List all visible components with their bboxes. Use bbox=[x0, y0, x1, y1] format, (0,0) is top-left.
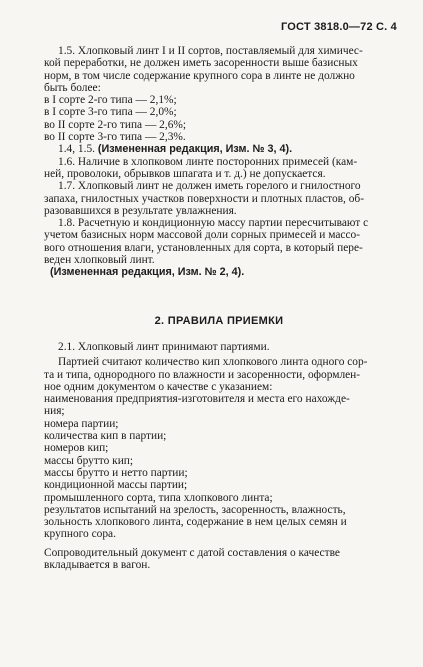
requisite-item: зольность хлопкового линта, содержание в нем целых семян и bbox=[44, 516, 347, 529]
text-line: кой переработки, не должен иметь засоренности выше базисных bbox=[44, 57, 358, 70]
text-line: 1.8. Расчетную и кондиционную массу партии пересчитывают с bbox=[58, 217, 369, 230]
requisite-item: ния; bbox=[44, 405, 65, 418]
accompanying-document-note bbox=[44, 547, 394, 572]
requisite-item: наименования предприятия-изготовителя и места его нахожде- bbox=[44, 393, 350, 406]
clause-1-7 bbox=[44, 180, 394, 217]
section-title: 2. ПРАВИЛА ПРИЕМКИ bbox=[154, 314, 284, 327]
requisite-item: количества кип в партии; bbox=[44, 430, 167, 443]
requisite-item: массы брутто и нетто партии; bbox=[44, 466, 188, 479]
text-line: вого отношения влаги, установленных для сорта, в который пере- bbox=[44, 241, 363, 254]
requisite-item: номера партии; bbox=[44, 417, 119, 430]
grade-item: во II сорте 2-го типа — 2,6%; bbox=[44, 118, 187, 131]
grade-item: в I сорте 2-го типа — 2,1%; bbox=[44, 94, 177, 107]
page-header: ГОСТ 3818.0—72 С. 4 bbox=[280, 21, 397, 33]
document-body bbox=[44, 45, 394, 571]
text-line: та и типа, однородного по влажности и засоренности, оформлен- bbox=[44, 368, 361, 381]
revision-text: (Измененная редакция, Изм. № 3, 4). bbox=[97, 143, 293, 156]
requisite-item: кондиционной массы партии; bbox=[44, 479, 188, 492]
text-line: ное одним документом о качестве с указанием: bbox=[44, 380, 273, 393]
text-line: Партией считают количество кип хлопкового линта одного сор- bbox=[58, 356, 368, 369]
text-line: запаха, гнилостных участков поверхности и плотных пластов, об- bbox=[44, 192, 365, 205]
revision-note bbox=[44, 143, 394, 155]
requisite-item: результатов испытаний на зрелость, засоренность, влажность, bbox=[44, 503, 346, 516]
text-line: быть более: bbox=[44, 81, 101, 94]
text-line: Сопроводительный документ с датой составления о качестве bbox=[44, 546, 340, 559]
text-line: 1.7. Хлопковый линт не должен иметь горелого и гнилостного bbox=[58, 180, 361, 193]
clause-1-8 bbox=[44, 217, 394, 266]
text-line: разовавшихся в результате увлажнения. bbox=[44, 204, 237, 217]
requisite-item: номеров кип; bbox=[44, 442, 109, 455]
clause-1-6 bbox=[44, 156, 394, 181]
revision-note-2: (Измененная редакция, Изм. № 2, 4). bbox=[50, 266, 245, 279]
text-line: учетом базисных норм массовой доли сорных примесей и массо- bbox=[44, 229, 361, 242]
text-line: 1.6. Наличие в хлопковом линте посторонних примесей (кам- bbox=[58, 155, 358, 168]
text-line: 1.5. Хлопковый линт I и II сортов, поставляемый для химичес- bbox=[58, 45, 363, 57]
requisite-item: крупного сора. bbox=[44, 528, 116, 541]
grade-item: во II сорте 3-го типа — 2,3%. bbox=[44, 131, 186, 144]
clause-1-5 bbox=[44, 45, 394, 94]
requisites-list bbox=[44, 393, 394, 541]
text-line: веден хлопковый линт. bbox=[44, 254, 155, 267]
clause-2-1: 2.1. Хлопковый линт принимают партиями. bbox=[58, 340, 270, 353]
requisite-item: промышленного сорта, типа хлопкового линта; bbox=[44, 491, 273, 504]
grade-list bbox=[44, 94, 394, 143]
grade-item: в I сорте 3-го типа — 2,0%; bbox=[44, 106, 177, 119]
party-definition bbox=[44, 356, 394, 393]
revision-clauses: 1.4, 1.5. bbox=[58, 143, 96, 156]
text-line: вкладывается в вагон. bbox=[44, 558, 151, 571]
text-line: ней, проволоки, обрывков шпагата и т. д.) не допускается. bbox=[44, 167, 326, 180]
text-line: норм, в том числе содержание крупного сора в линте не должно bbox=[44, 69, 355, 82]
requisite-item: массы брутто кип; bbox=[44, 454, 134, 467]
